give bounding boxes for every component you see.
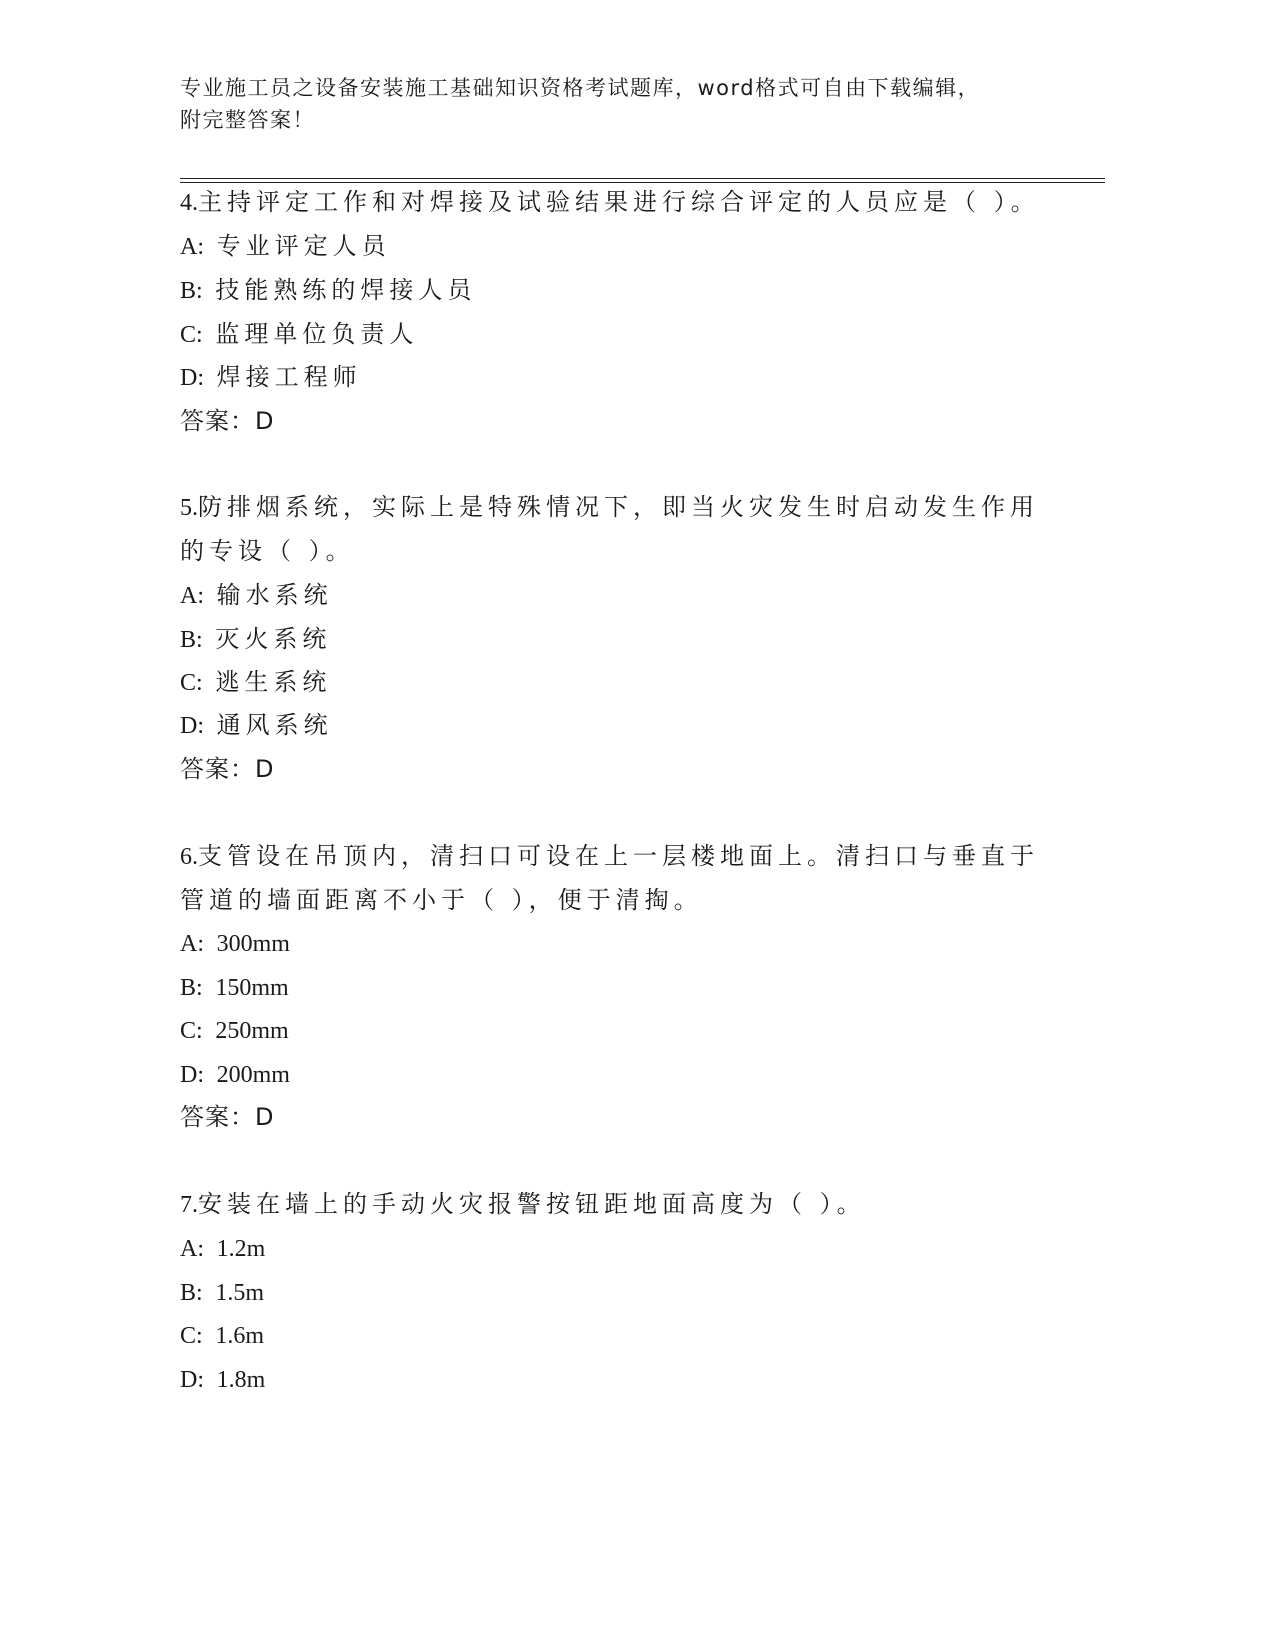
question-6-stem: [180, 834, 1039, 879]
question-4-option-b: [180, 268, 476, 313]
option-text: 技能熟练的焊接人员: [215, 276, 477, 304]
option-label: D:: [180, 713, 204, 739]
option-label: C:: [180, 670, 203, 696]
question-4-option-a: [180, 224, 391, 269]
question-5-option-b: [180, 617, 331, 662]
question-7-option-c: [180, 1313, 264, 1358]
question-5-stem-cont: 的专设（ ）。: [180, 537, 355, 565]
question-5-option-c: [180, 660, 331, 705]
question-4-option-c: [180, 312, 418, 357]
option-text: 150mm: [215, 975, 289, 1001]
question-5-stem: [180, 485, 1039, 530]
question-text: 安装在墙上的手动火灾报警按钮距地面高度为（ ）。: [198, 1190, 866, 1218]
option-text: 1.2m: [216, 1236, 266, 1262]
option-label: D:: [180, 365, 204, 391]
option-text: 1.8m: [216, 1367, 266, 1393]
question-number: 4.: [180, 190, 198, 216]
option-label: C:: [180, 1323, 203, 1349]
option-text: 灭火系统: [215, 625, 332, 653]
option-text: 1.6m: [215, 1323, 264, 1349]
question-7-stem: [180, 1182, 866, 1227]
header-line-1: 专业施工员之设备安装施工基础知识资格考试题库，word格式可自由下载编辑，: [180, 76, 981, 100]
question-6-answer: 答案：D: [180, 1103, 275, 1131]
question-6-stem-cont: 管道的墙面距离不小于（ ），便于清掏。: [180, 886, 703, 914]
question-6-option-a: [180, 921, 290, 966]
option-text: 焊接工程师: [216, 363, 362, 391]
option-label: B:: [180, 1280, 203, 1306]
question-5-option-a: [180, 573, 333, 618]
header-line-2: 附完整答案！: [180, 108, 315, 132]
option-label: A:: [180, 1236, 204, 1262]
option-label: B:: [180, 627, 203, 653]
option-text: 300mm: [216, 931, 290, 957]
option-label: A:: [180, 583, 204, 609]
option-text: 250mm: [215, 1018, 289, 1044]
option-label: C:: [180, 322, 203, 348]
question-7-option-a: [180, 1226, 265, 1271]
question-text: 主持评定工作和对焊接及试验结果进行综合评定的人员应是（ ）。: [198, 188, 1040, 216]
question-text: 防排烟系统，实际上是特殊情况下，即当火灾发生时启动发生作用: [198, 493, 1039, 521]
option-label: C:: [180, 1018, 203, 1044]
question-number: 6.: [180, 844, 198, 870]
question-4-answer: 答案：D: [180, 407, 275, 435]
option-text: 输水系统: [216, 581, 333, 609]
question-6-option-c: [180, 1008, 289, 1053]
question-6-option-b: [180, 965, 289, 1010]
question-7-option-d: [180, 1357, 265, 1402]
document-header: [180, 72, 1040, 136]
question-number: 7.: [180, 1192, 198, 1218]
option-label: B:: [180, 278, 203, 304]
question-4-stem: [180, 180, 1040, 225]
option-label: A:: [180, 234, 204, 260]
option-label: D:: [180, 1062, 204, 1088]
question-6-option-d: [180, 1052, 290, 1097]
option-label: A:: [180, 931, 204, 957]
question-number: 5.: [180, 495, 198, 521]
option-label: B:: [180, 975, 203, 1001]
option-text: 1.5m: [215, 1280, 264, 1306]
question-text: 支管设在吊顶内，清扫口可设在上一层楼地面上。清扫口与垂直于: [198, 842, 1039, 870]
question-5-option-d: [180, 703, 333, 748]
option-text: 监理单位负责人: [215, 320, 419, 348]
question-5-answer: 答案：D: [180, 755, 275, 783]
option-text: 专业评定人员: [216, 232, 391, 260]
question-4-option-d: [180, 355, 362, 400]
option-text: 通风系统: [216, 711, 333, 739]
option-text: 逃生系统: [215, 668, 332, 696]
option-text: 200mm: [216, 1062, 290, 1088]
question-7-option-b: [180, 1270, 264, 1315]
option-label: D:: [180, 1367, 204, 1393]
